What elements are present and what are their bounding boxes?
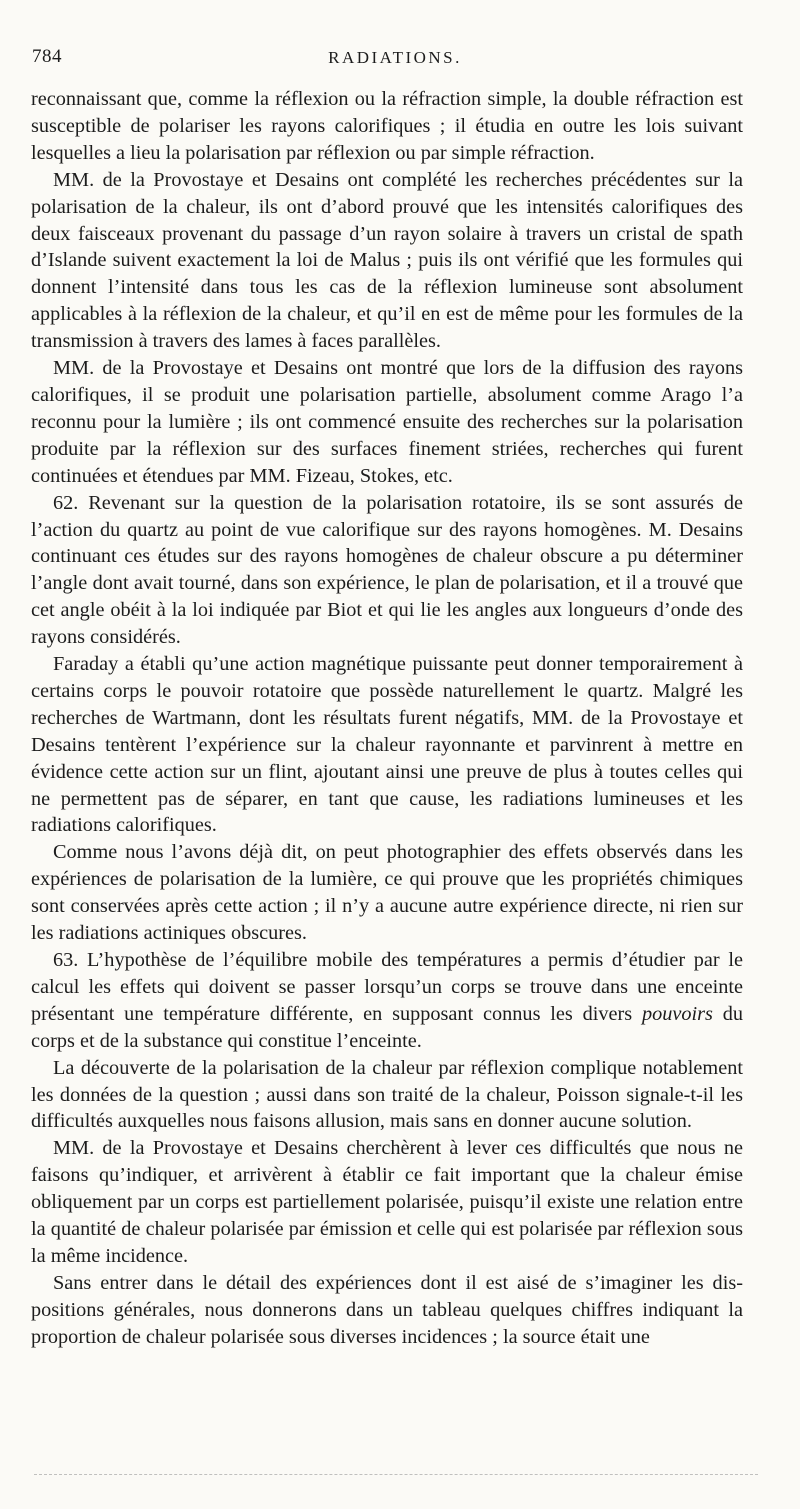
footer-rule bbox=[34, 1474, 758, 1475]
running-head: RADIATIONS. bbox=[328, 48, 462, 67]
body-text bbox=[31, 86, 743, 1351]
paragraph: Faraday a établi qu’une action magnétique puissante peut donner temporairement à certains corps le pouvoir rotatoire que possède naturellement le quartz. Malgré les recherches de Wartmann, dont les résultats furent négatifs, MM. de la Provostaye et Desains tentèrent l’expérience sur la chaleur rayonnante et parvinrent à mettre en évidence cette action sur un flint, ajoutant ainsi une preuve de plus à toutes celles qui ne permettent pas de séparer, en tant que cause, les radiations lumineuses et les radiations calorifiques. bbox=[31, 653, 743, 837]
paragraph: MM. de la Provostaye et Desains ont montré que lors de la diffusion des rayons calorifiques, il se produit une polarisation partielle, absolument comme Arago l’a reconnu pour la lumière ; ils ont commencé ensuite des recherches sur la polarisation produite par la réflexion sur des surfaces finement striées, recherches qui furent continuées et étendues par MM. Fizeau, Stokes, etc. bbox=[31, 357, 743, 487]
paragraph-section-62: 62. Revenant sur la question de la polarisation rotatoire, ils se sont assurés de l’action du quartz au point de vue calorifique sur des rayons homogènes. M. Desains continuant ces études sur des rayons homogènes de chaleur obscure a pu déterminer l’angle dont avait tourné, dans son expérience, le plan de polarisation, et il a trouvé que cet angle obéit à la loi indiquée par Biot et qui lie les angles aux longueurs d’onde des rayons considérés. bbox=[31, 491, 743, 649]
paragraph-text: du corps et de la substance qui constitue l’enceinte. bbox=[31, 1002, 743, 1052]
paragraph: MM. de la Provostaye et Desains ont complété les recherches précédentes sur la polarisation de la chaleur, ils ont d’abord prouvé que les intensités calorifiques des deux faisceaux provenant du passage d’un rayon solaire à travers un cristal de spath d’Islande suivent exactement la loi de Malus ; puis ils ont vérifié que les formules qui donnent l’intensité dans tous les cas de la réflexion lumineuse sont absolument applicables à la réflexion de la chaleur, et qu’il en est de même pour les formules de la transmission à travers des lames à faces parallèles. bbox=[31, 168, 743, 353]
page-header bbox=[30, 44, 760, 74]
page-number: 784 bbox=[32, 46, 62, 67]
paragraph: reconnaissant que, comme la réflexion ou la réfraction simple, la double réfraction est susceptible de polariser les rayons calorifiques ; il étudia en outre les lois suivant lesquelles a lieu la polarisation par réflexion ou par simple réfraction. bbox=[31, 88, 743, 164]
emphasis-text: pouvoirs bbox=[641, 1002, 713, 1025]
paragraph: Comme nous l’avons déjà dit, on peut photographier des effets observés dans les expériences de polarisation de la lumière, ce qui prouve que les propriétés chimiques sont conservées après cette action ; il n’y a aucune autre expérience directe, ni rien sur les radiations actiniques obscures. bbox=[31, 841, 743, 945]
paragraph-section-63 bbox=[31, 947, 743, 1055]
paragraph: Sans entrer dans le détail des expériences dont il est aisé de s’imaginer les dispositions générales, nous donnerons dans un tableau quelques chiffres indiquant la proportion de chaleur polarisée sous diverses incidences ; la source était une bbox=[31, 1271, 743, 1348]
paragraph: La découverte de la polarisation de la chaleur par réflexion complique notablement les données de la question ; aussi dans son traité de la chaleur, Poisson signale-t-il les difficultés auxquelles nous faisons allusion, mais sans en donner aucune solution. bbox=[31, 1056, 743, 1133]
paragraph-text: 63. L’hypothèse de l’équilibre mobile des températures a permis d’étudier par le calcul les effets qui doivent se passer lorsqu’un corps se trouve dans une enceinte présentant une température différente, en supposant connus les divers bbox=[31, 949, 743, 1025]
paragraph: MM. de la Provostaye et Desains cherchèrent à lever ces difficultés que nous ne faisons qu’indiquer, et arrivèrent à établir ce fait important que la chaleur émise obliquement par un corps est partiellement polarisée, puisqu’il existe une relation entre la quantité de chaleur polarisée par émission et celle qui est polarisée par réflexion sous la même incidence. bbox=[31, 1137, 743, 1267]
